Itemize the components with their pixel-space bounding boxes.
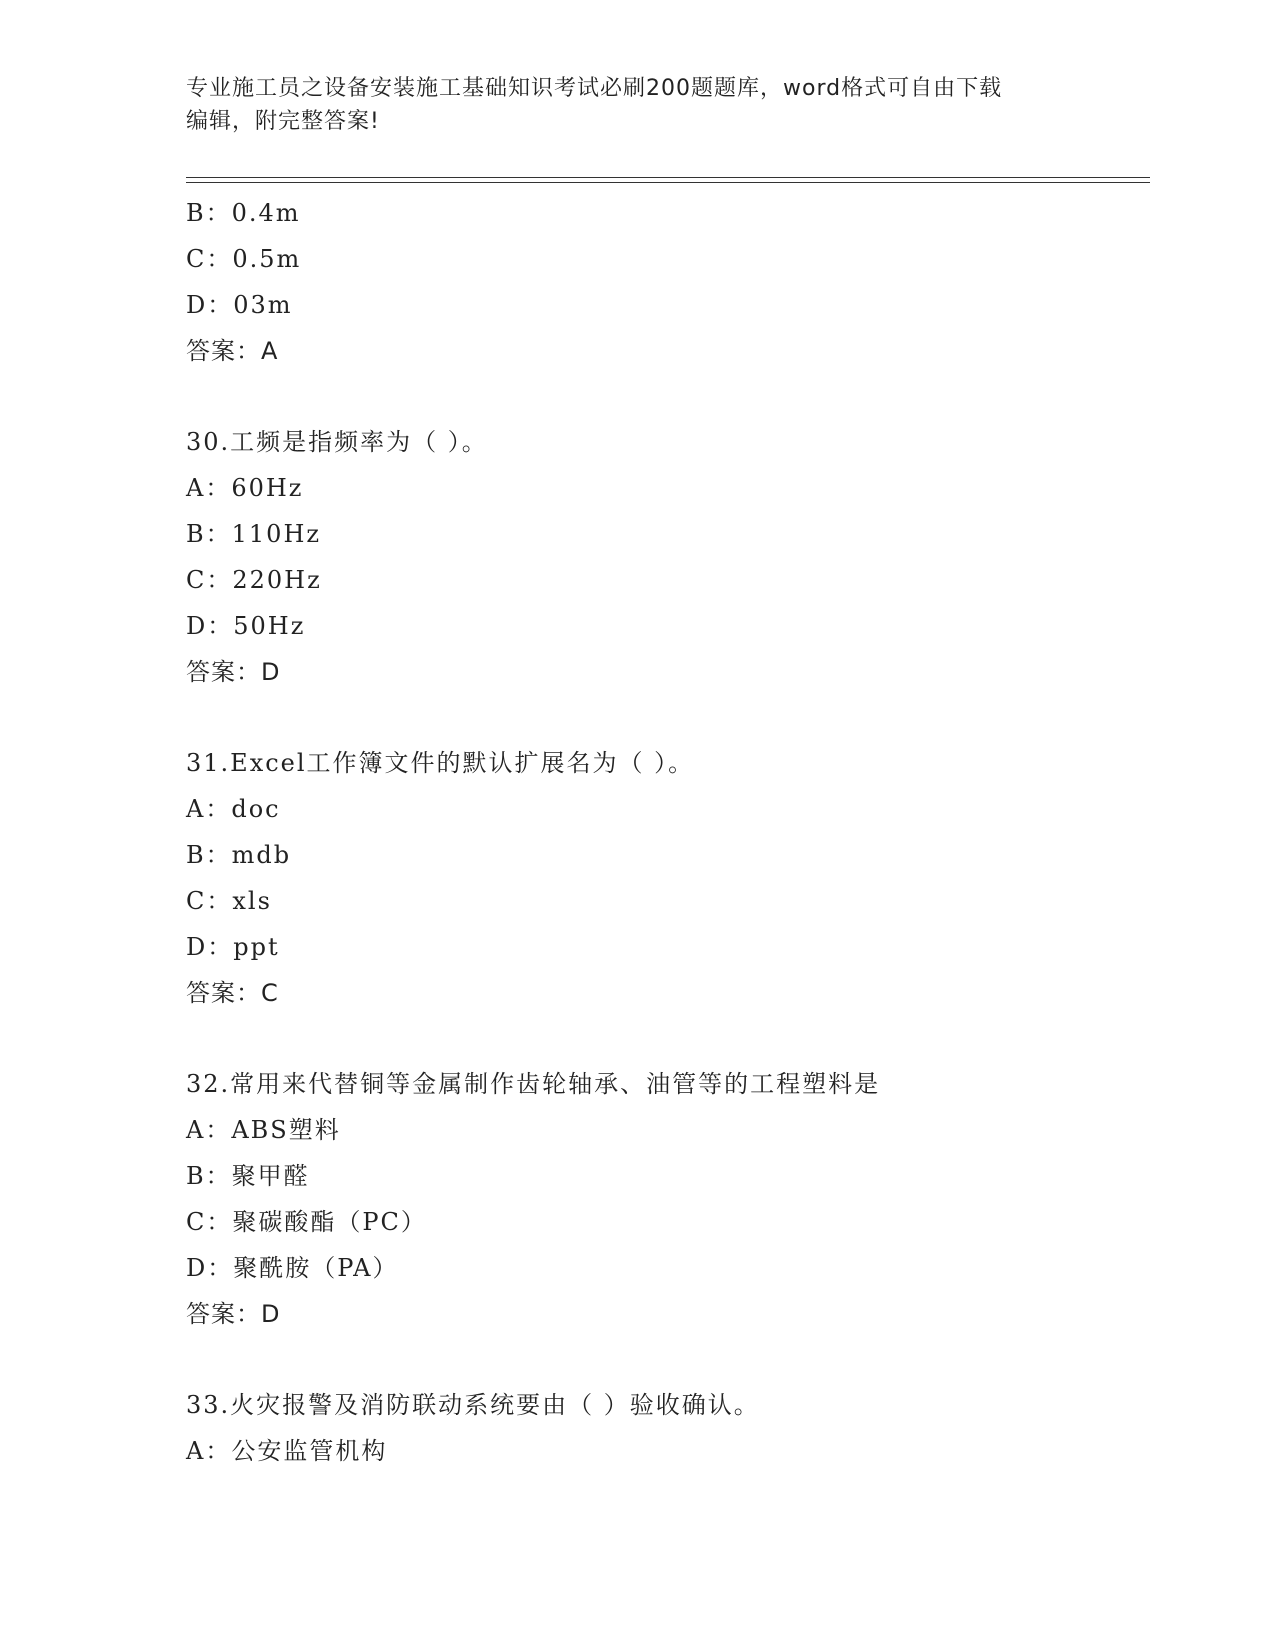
option-d: D：03m bbox=[186, 291, 293, 319]
option-a: A：公安监管机构 bbox=[186, 1437, 388, 1465]
option-b: B：聚甲醛 bbox=[186, 1162, 310, 1190]
question-block-32 bbox=[186, 1061, 1150, 1337]
option-b: B：0.4m bbox=[186, 199, 301, 227]
question-text: 33.火灾报警及消防联动系统要由（ ）验收确认。 bbox=[186, 1391, 760, 1419]
option-d: D：聚酰胺（PA） bbox=[186, 1254, 399, 1282]
question-text: 31.Excel工作簿文件的默认扩展名为（ ）。 bbox=[186, 749, 695, 777]
answer-line: 答案：C bbox=[186, 979, 279, 1007]
question-text: 32.常用来代替铜等金属制作齿轮轴承、油管等的工程塑料是 bbox=[186, 1070, 881, 1098]
option-d: D：ppt bbox=[186, 933, 280, 961]
spacer bbox=[186, 695, 1150, 740]
header-title-line-2: 编辑，附完整答案! bbox=[186, 109, 380, 134]
option-a: A：60Hz bbox=[186, 474, 304, 502]
option-b: B：mdb bbox=[186, 841, 292, 869]
spacer bbox=[186, 1337, 1150, 1382]
header-title-line-1: 专业施工员之设备安装施工基础知识考试必刷200题题库，word格式可自由下载 bbox=[186, 76, 1003, 101]
header-divider-bottom bbox=[186, 182, 1150, 183]
spacer bbox=[186, 1016, 1150, 1061]
answer-line: 答案：D bbox=[186, 1300, 281, 1328]
option-b: B：110Hz bbox=[186, 520, 322, 548]
question-text: 30.工频是指频率为（ ）。 bbox=[186, 428, 488, 456]
option-a: A：doc bbox=[186, 795, 281, 823]
question-block-29 bbox=[186, 190, 1150, 374]
answer-line: 答案：D bbox=[186, 658, 281, 686]
spacer bbox=[186, 374, 1150, 419]
option-c: C：220Hz bbox=[186, 566, 322, 594]
option-d: D：50Hz bbox=[186, 612, 306, 640]
question-block-31 bbox=[186, 740, 1150, 1016]
option-a: A：ABS塑料 bbox=[186, 1116, 341, 1144]
option-c: C：0.5m bbox=[186, 245, 302, 273]
option-c: C：xls bbox=[186, 887, 272, 915]
answer-line: 答案：A bbox=[186, 337, 279, 365]
header-divider-top bbox=[186, 177, 1150, 178]
document-header bbox=[186, 72, 1066, 138]
question-block-33 bbox=[186, 1382, 1150, 1474]
question-list bbox=[186, 190, 1150, 1474]
option-c: C：聚碳酸酯（PC） bbox=[186, 1208, 427, 1236]
question-block-30 bbox=[186, 419, 1150, 695]
